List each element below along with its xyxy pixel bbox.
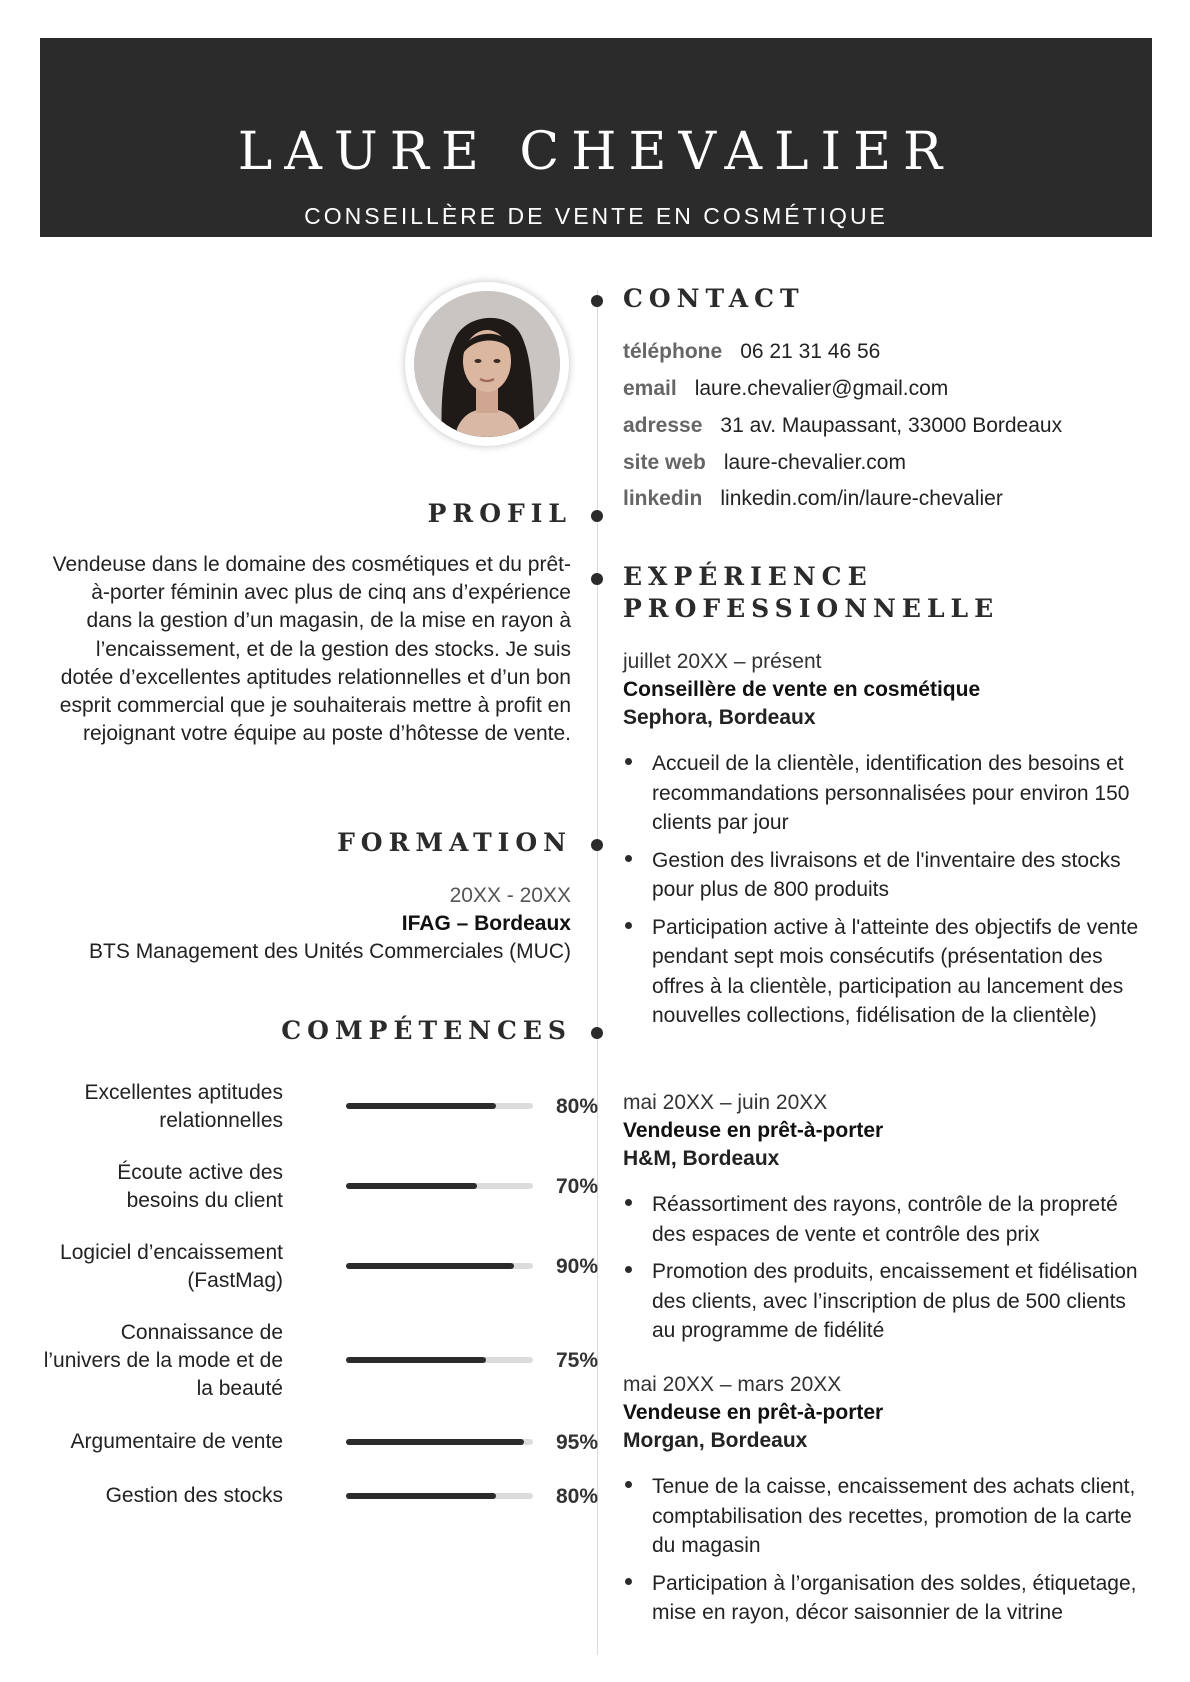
contact-phone bbox=[623, 338, 880, 366]
experience-heading-line1: EXPÉRIENCE bbox=[623, 562, 873, 591]
skill-percent: 80% bbox=[556, 1095, 599, 1118]
job-bullet: Accueil de la clientèle, identification des besoins et recommandations personnalisées pour environ 150 clients par jour bbox=[623, 749, 1153, 838]
job-bullet: Participation active à l'atteinte des objectifs de vente pendant sept mois consécutifs (présentation des offres à la clientèle, participation au lancement des nouvelles collections, fidélisation de la clientèle) bbox=[623, 913, 1153, 1031]
contact-linkedin bbox=[623, 485, 1003, 513]
timeline-dot-formation bbox=[591, 839, 603, 851]
job-bullets bbox=[623, 1472, 1153, 1628]
job-bullets bbox=[623, 749, 1153, 1031]
skill-bar bbox=[346, 1357, 533, 1363]
job-title: Vendeuse en prêt-à-porter bbox=[623, 1119, 884, 1142]
contact-label: téléphone bbox=[623, 340, 723, 363]
candidate-name: LAURE CHEVALIER bbox=[237, 122, 955, 182]
timeline-dot-experience bbox=[591, 573, 603, 585]
skills-heading: COMPÉTENCES bbox=[281, 1016, 572, 1045]
skill-percent: 95% bbox=[556, 1431, 599, 1454]
profile-heading: PROFIL bbox=[427, 499, 572, 528]
skill-label: Gestion des stocks bbox=[105, 1484, 283, 1507]
skill-bar-fill bbox=[346, 1493, 496, 1499]
skill-percent: 80% bbox=[556, 1485, 599, 1508]
skill-bar-fill bbox=[346, 1183, 477, 1189]
job-bullet: Promotion des produits, encaissement et fidélisation des clients, avec l’inscription de plus de 500 clients au programme de fidélité bbox=[623, 1257, 1153, 1346]
job-period: mai 20XX – mars 20XX bbox=[623, 1373, 842, 1396]
timeline-dot-skills bbox=[591, 1027, 603, 1039]
contact-email bbox=[623, 375, 948, 403]
timeline-dot-contact bbox=[591, 295, 603, 307]
job-period: juillet 20XX – présent bbox=[623, 650, 822, 673]
profile-photo bbox=[405, 282, 569, 446]
skill-bar-fill bbox=[346, 1103, 496, 1109]
contact-label: email bbox=[623, 377, 677, 400]
skill-bar bbox=[346, 1103, 533, 1109]
skill-bar-fill bbox=[346, 1357, 486, 1363]
experience-heading-line2: PROFESSIONNELLE bbox=[623, 594, 1000, 623]
job-company: Morgan, Bordeaux bbox=[623, 1429, 808, 1452]
skill-percent: 90% bbox=[556, 1255, 599, 1278]
skill-label: Excellentes aptitudes relationnelles bbox=[84, 1081, 283, 1132]
job-entry bbox=[623, 1371, 1153, 1636]
job-bullet: Tenue de la caisse, encaissement des achats client, comptabilisation des recettes, promotion de la carte du magasin bbox=[623, 1472, 1153, 1561]
portrait-illustration bbox=[414, 291, 560, 437]
skill-label: Écoute active des besoins du client bbox=[117, 1161, 283, 1212]
skill-bar-fill bbox=[346, 1263, 514, 1269]
job-bullets bbox=[623, 1190, 1153, 1346]
job-entry bbox=[623, 1089, 1153, 1354]
skill-label: Connaissance de l’univers de la mode et de la beauté bbox=[43, 1321, 283, 1400]
contact-value[interactable]: laure.chevalier@gmail.com bbox=[694, 377, 949, 400]
formation-degree: BTS Management des Unités Commerciales (MUC) bbox=[89, 940, 571, 963]
profile-summary: Vendeuse dans le domaine des cosmétiques et du prêt-à-porter féminin avec plus de cinq ans d’expérience dans la gestion d’un magasin, de la mise en rayon à l’encaissement, et de la gestion des stocks. Je suis dotée d’excellentes aptitudes relationnelles et d’un bon esprit commercial que je souhaiterais mettre à profit en rejoignant votre équipe au poste d’hôtesse de vente. bbox=[52, 553, 571, 746]
skill-percent: 70% bbox=[556, 1175, 599, 1198]
contact-value[interactable]: laure-chevalier.com bbox=[723, 451, 906, 474]
contact-value[interactable]: linkedin.com/in/laure-chevalier bbox=[720, 487, 1003, 510]
formation-heading: FORMATION bbox=[337, 828, 572, 857]
skill-bar bbox=[346, 1439, 533, 1445]
resume-header bbox=[40, 38, 1152, 237]
formation-years: 20XX - 20XX bbox=[449, 884, 571, 907]
job-entry bbox=[623, 648, 1153, 1039]
timeline-dot-profile bbox=[591, 510, 603, 522]
skill-bar bbox=[346, 1263, 533, 1269]
formation-school: IFAG – Bordeaux bbox=[401, 912, 571, 935]
skill-bar-fill bbox=[346, 1439, 524, 1445]
avatar bbox=[414, 291, 560, 437]
skill-percent: 75% bbox=[556, 1349, 599, 1372]
job-period: mai 20XX – juin 20XX bbox=[623, 1091, 828, 1114]
skill-bar bbox=[346, 1493, 533, 1499]
contact-website bbox=[623, 449, 906, 477]
contact-label: site web bbox=[623, 451, 706, 474]
job-company: H&M, Bordeaux bbox=[623, 1147, 780, 1170]
job-title: Conseillère de vente en cosmétique bbox=[623, 678, 981, 701]
job-bullet: Participation à l’organisation des soldes, étiquetage, mise en rayon, décor saisonnier de la vitrine bbox=[623, 1569, 1153, 1628]
job-bullet: Réassortiment des rayons, contrôle de la propreté des espaces de vente et contrôle des prix bbox=[623, 1190, 1153, 1249]
job-company: Sephora, Bordeaux bbox=[623, 706, 816, 729]
contact-heading: CONTACT bbox=[623, 284, 805, 313]
contact-address bbox=[623, 412, 1062, 440]
skill-label: Logiciel d’encaissement (FastMag) bbox=[60, 1241, 283, 1292]
skill-label: Argumentaire de vente bbox=[70, 1430, 283, 1453]
candidate-job-title: CONSEILLÈRE DE VENTE EN COSMÉTIQUE bbox=[304, 203, 888, 229]
contact-label: linkedin bbox=[623, 487, 703, 510]
job-title: Vendeuse en prêt-à-porter bbox=[623, 1401, 884, 1424]
contact-value[interactable]: 06 21 31 46 56 bbox=[740, 340, 881, 363]
contact-value: 31 av. Maupassant, 33000 Bordeaux bbox=[720, 414, 1063, 437]
contact-label: adresse bbox=[623, 414, 703, 437]
job-bullet: Gestion des livraisons et de l'inventaire des stocks pour plus de 800 produits bbox=[623, 846, 1153, 905]
skill-bar bbox=[346, 1183, 533, 1189]
